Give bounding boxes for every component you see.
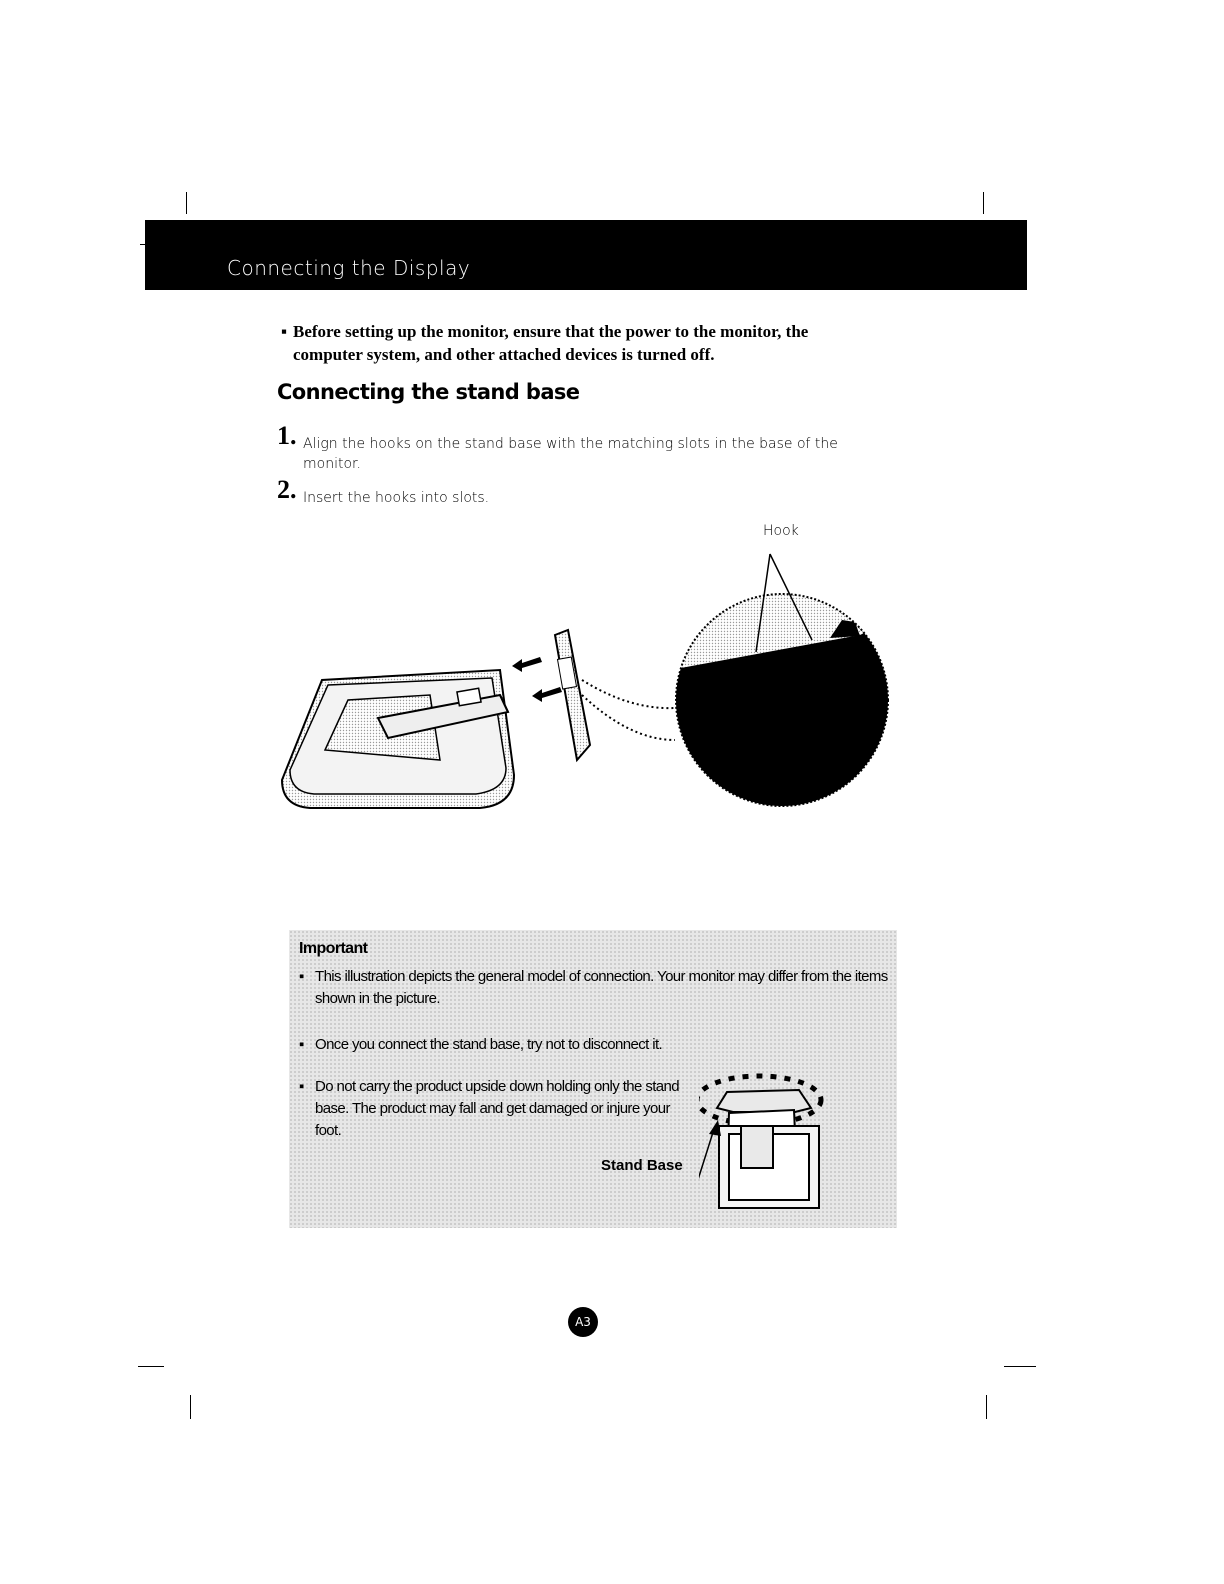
page-number-badge: A3 bbox=[568, 1307, 598, 1337]
important-item-text: This illustration depicts the general model of connection. Your monitor may differ from the items shown in the picture. bbox=[315, 968, 888, 1007]
bullet-marker: ▪ bbox=[281, 322, 288, 341]
stand-base-label: Stand Base bbox=[601, 1157, 683, 1174]
important-item bbox=[299, 966, 889, 1010]
step-text: Insert the hooks into slots. bbox=[303, 490, 490, 506]
insert-arrows bbox=[512, 657, 562, 702]
stand-base-drawing bbox=[282, 670, 514, 808]
step-1 bbox=[277, 421, 867, 474]
bullet-marker: ▪ bbox=[299, 1078, 304, 1095]
hook-label: Hook bbox=[763, 523, 799, 539]
crop-mark bbox=[1004, 1366, 1036, 1367]
monitor-panel-drawing bbox=[555, 630, 590, 760]
step-number: 1. bbox=[277, 421, 297, 450]
stand-base-illustration bbox=[270, 540, 900, 830]
important-item-text: Once you connect the stand base, try not to disconnect it. bbox=[315, 1036, 663, 1053]
power-warning bbox=[281, 320, 881, 366]
page-title: Connecting the Display bbox=[227, 256, 471, 280]
power-warning-text: Before setting up the monitor, ensure that the power to the monitor, the computer system, and other attached devices is turned off. bbox=[293, 322, 809, 364]
important-note bbox=[289, 930, 897, 1228]
crop-mark bbox=[983, 192, 984, 214]
crop-mark bbox=[186, 192, 187, 214]
important-item-text: Do not carry the product upside down holding only the stand base. The product may fall and get damaged or injure your foot. bbox=[315, 1078, 680, 1139]
crop-mark bbox=[190, 1395, 191, 1419]
step-number: 2. bbox=[277, 475, 297, 504]
important-item bbox=[299, 1076, 691, 1142]
bullet-marker: ▪ bbox=[299, 968, 304, 985]
important-item bbox=[299, 1034, 889, 1056]
crop-mark bbox=[986, 1395, 987, 1419]
step-text: Align the hooks on the stand base with the matching slots in the base of the monitor. bbox=[303, 436, 838, 472]
step-2 bbox=[277, 475, 867, 508]
crop-mark bbox=[138, 1366, 164, 1367]
section-heading: Connecting the stand base bbox=[277, 380, 580, 404]
bullet-marker: ▪ bbox=[299, 1036, 304, 1053]
section-header-bar bbox=[145, 220, 1027, 290]
important-title: Important bbox=[299, 940, 368, 957]
upside-down-monitor-illustration bbox=[699, 1068, 899, 1228]
